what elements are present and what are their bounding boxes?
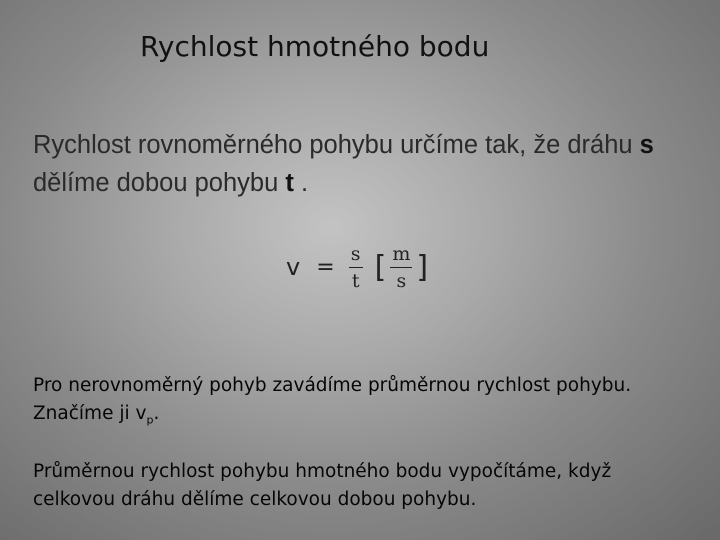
unit-denominator: s: [396, 269, 407, 292]
paragraph2-line1: Průměrnou rychlost pohybu hmotného bodu vypočítáme, když: [33, 461, 612, 482]
subscript-p: p: [146, 413, 154, 427]
formula-denominator: t: [351, 269, 360, 292]
formula-numerator: s: [350, 242, 361, 265]
formula-unit: [375, 243, 428, 292]
formula-lhs: v: [286, 253, 301, 281]
symbol-t: t: [285, 169, 294, 197]
velocity-formula: [286, 232, 428, 302]
average-speed-definition: [33, 458, 693, 514]
intro-part3: .: [293, 169, 309, 197]
intro-text: [33, 126, 693, 202]
paragraph1-line2-suffix: .: [153, 403, 160, 424]
paragraph1-line2: [33, 400, 693, 435]
symbol-s: s: [639, 131, 654, 159]
formula-equals: =: [316, 254, 335, 280]
unit-open-bracket: [: [374, 249, 387, 285]
formula-fraction: [349, 243, 363, 292]
paragraph1-line1: Pro nerovnoměrný pohyb zavádíme průměrnou rychlost pohybu.: [33, 375, 632, 396]
unit-fraction-bar: [390, 267, 412, 268]
unit-close-bracket: ]: [416, 249, 429, 285]
slide-title: Rychlost hmotného bodu: [140, 30, 490, 63]
average-speed-paragraph: [33, 372, 693, 435]
paragraph2-line2: celkovou dráhu dělíme celkovou dobou pohybu.: [33, 489, 477, 510]
intro-part1: Rychlost rovnoměrného pohybu určíme tak, že dráhu: [33, 131, 640, 159]
unit-fraction: [390, 243, 412, 292]
unit-numerator: m: [392, 242, 411, 265]
fraction-bar: [349, 267, 363, 268]
intro-part2: dělíme dobou pohybu: [33, 169, 286, 197]
paragraph1-line2-prefix: Značíme ji v: [33, 403, 147, 424]
